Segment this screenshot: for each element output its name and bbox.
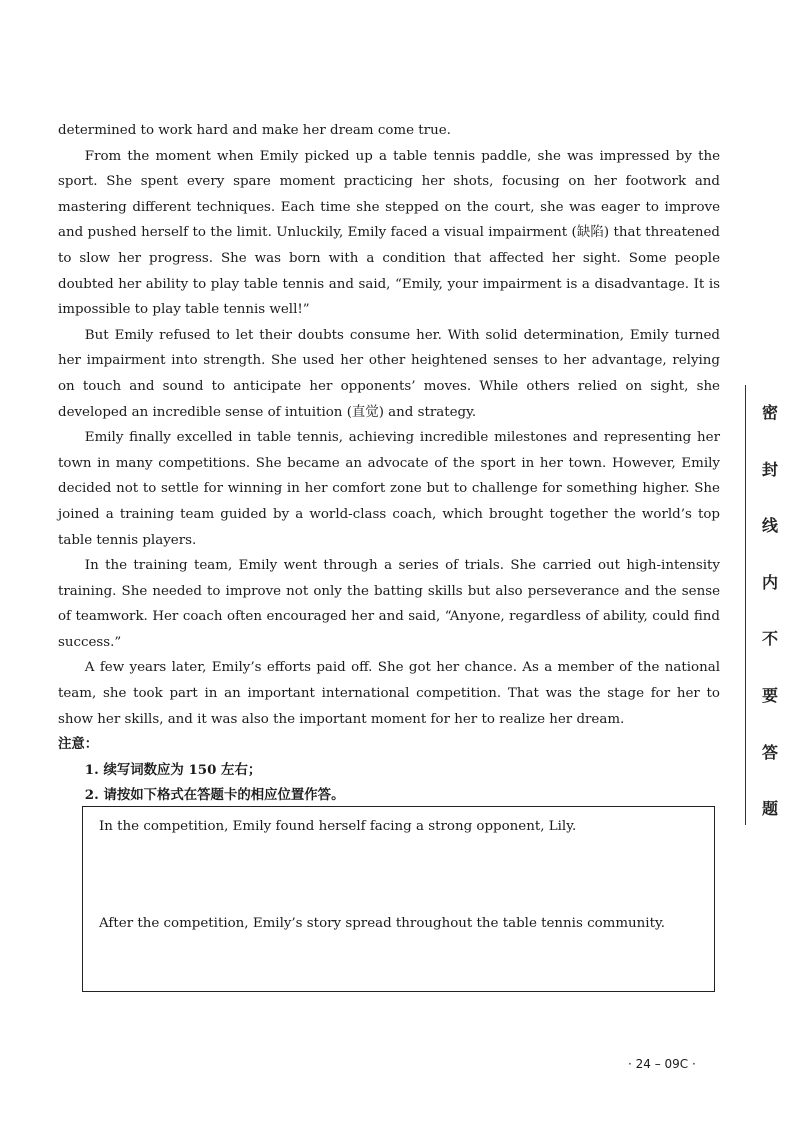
seal-char: 密 (761, 403, 778, 422)
seal-char: 线 (761, 516, 778, 536)
answer-opening-line-2: After the competition, Emily’s story spread throughout the table tennis community. (99, 916, 666, 931)
passage-paragraph: determined to work hard and make her dream come true. (58, 123, 451, 138)
seal-char: 内 (761, 572, 778, 592)
seal-char: 要 (761, 685, 778, 705)
page-number: · 24 – 09C · (628, 1057, 696, 1071)
seal-char: 不 (761, 629, 778, 649)
seal-char: 封 (761, 459, 778, 479)
passage-paragraph: But Emily refused to let their doubts consume her. With solid determination, Emily turned her impairment into strength. She used her other heightened senses to her advantage, relying on touch and sound to anticipate her opponents’ moves. While others relied on sight, she developed an incredible sense of intuition (直觉) and strategy. (58, 327, 720, 420)
notes-title: 注意： (58, 736, 99, 753)
passage-paragraph: In the training team, Emily went through a series of trials. She carried out high-intensity training. She needed to improve not only the batting skills but also perseverance and the sense of teamwork. Her coach often encouraged her and said, “Anyone, regardless of ability, could find success.” (58, 558, 720, 650)
seal-char: 答 (761, 742, 778, 762)
note-item: 1. 续写词数应为 150 左右； (84, 761, 262, 778)
passage-paragraph: A few years later, Emily’s efforts paid off. She got her chance. As a member of the national team, she took part in an important international competition. That was the stage for her to show her skills, and it was also the important moment for her to realize her dream. (58, 660, 720, 727)
answer-opening-line-1: In the competition, Emily found herself facing a strong opponent, Lily. (99, 819, 577, 834)
seal-line (745, 385, 747, 825)
passage-paragraph: Emily finally excelled in table tennis, achieving incredible milestones and representing her town in many competitions. She became an advocate of the sport in her town. However, Emily decided not to settle for winning in her comfort zone but to challenge for something higher. She joined a training team guided by a world-class coach, which brought together the world’s top table tennis players. (58, 430, 720, 548)
passage-paragraph: From the moment when Emily picked up a table tennis paddle, she was impressed by the sport. She spent every spare moment practicing her shots, focusing on her footwork and mastering different techniques. Each time she stepped on the court, she was eager to improve and pushed herself to the limit. Unluckily, Emily faced a visual impairment (缺陷) that threatened to slow her progress. She was born with a condition that affected her sight. Some people doubted her ability to play table tennis and said, “Emily, your impairment is a disadvantage. It is impossible to play table tennis well!” (58, 148, 720, 318)
note-item: 2. 请按如下格式在答题卡的相应位置作答。 (84, 787, 345, 804)
answer-format-box (82, 806, 715, 992)
seal-warning (752, 400, 788, 853)
seal-char: 题 (761, 799, 778, 819)
passage (58, 118, 720, 809)
